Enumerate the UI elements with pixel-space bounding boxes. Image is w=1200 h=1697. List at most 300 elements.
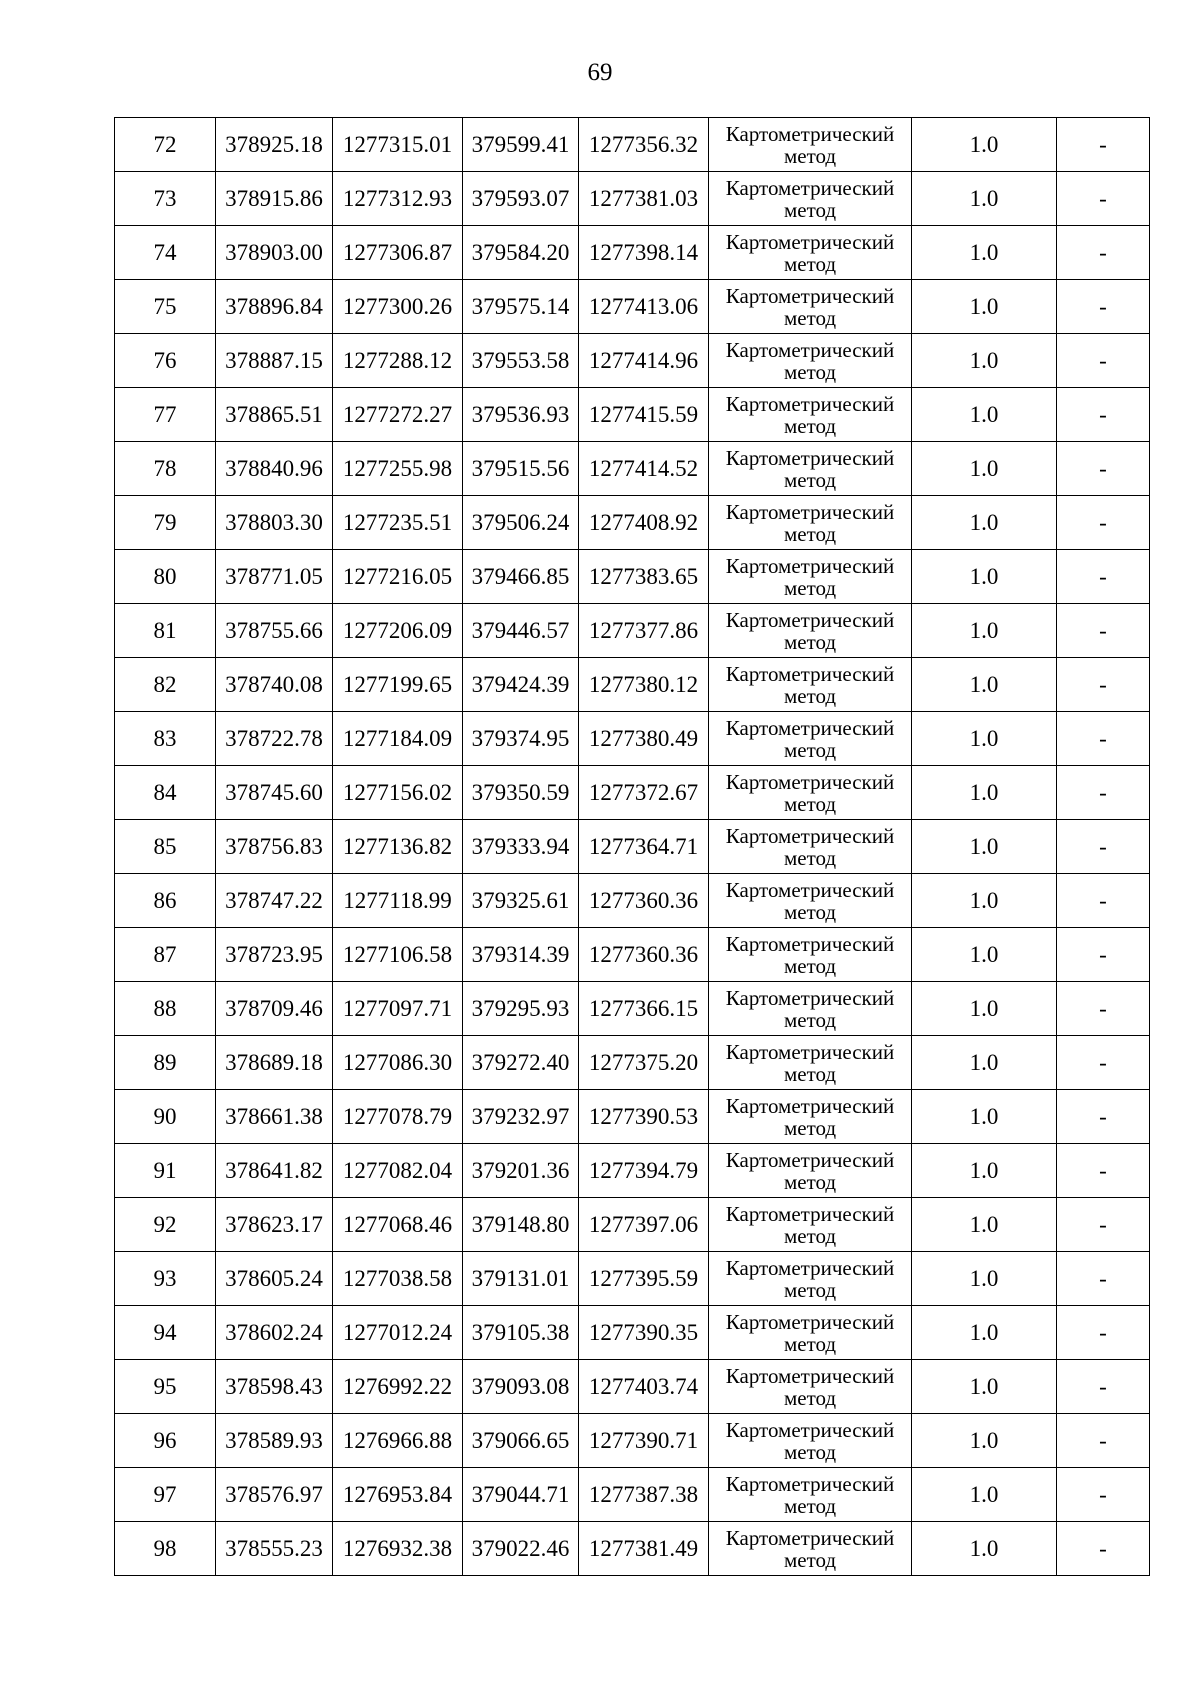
x1-cell: 378602.24 [216, 1306, 333, 1360]
method-line-2: метод [783, 1007, 837, 1032]
accuracy-cell: 1.0 [912, 1144, 1057, 1198]
table-row [115, 226, 1150, 280]
method-cell [709, 1144, 912, 1198]
method-line-1: Картометрический [725, 445, 895, 470]
note-cell: - [1057, 1036, 1150, 1090]
x2-cell: 379325.61 [463, 874, 579, 928]
method-cell [709, 172, 912, 226]
method-line-1: Картометрический [725, 175, 895, 200]
method-line-1: Картометрический [725, 499, 895, 524]
table-row [115, 1198, 1150, 1252]
x1-cell: 378689.18 [216, 1036, 333, 1090]
y2-cell: 1277408.92 [579, 496, 709, 550]
y1-cell: 1277136.82 [333, 820, 463, 874]
method-line-1: Картометрический [725, 337, 895, 362]
note-cell: - [1057, 334, 1150, 388]
y2-cell: 1277375.20 [579, 1036, 709, 1090]
accuracy-cell: 1.0 [912, 172, 1057, 226]
method-line-2: метод [783, 1331, 837, 1356]
point-number-cell: 97 [115, 1468, 216, 1522]
accuracy-cell: 1.0 [912, 1198, 1057, 1252]
y2-cell: 1277414.52 [579, 442, 709, 496]
x1-cell: 378661.38 [216, 1090, 333, 1144]
x1-cell: 378745.60 [216, 766, 333, 820]
note-cell: - [1057, 226, 1150, 280]
accuracy-cell: 1.0 [912, 388, 1057, 442]
accuracy-cell: 1.0 [912, 766, 1057, 820]
method-line-1: Картометрический [725, 121, 895, 146]
y1-cell: 1276932.38 [333, 1522, 463, 1576]
y1-cell: 1277272.27 [333, 388, 463, 442]
method-line-2: метод [783, 1547, 837, 1572]
point-number-cell: 95 [115, 1360, 216, 1414]
method-cell [709, 1306, 912, 1360]
x1-cell: 378915.86 [216, 172, 333, 226]
x1-cell: 378605.24 [216, 1252, 333, 1306]
y2-cell: 1277360.36 [579, 874, 709, 928]
accuracy-cell: 1.0 [912, 280, 1057, 334]
y2-cell: 1277413.06 [579, 280, 709, 334]
y2-cell: 1277394.79 [579, 1144, 709, 1198]
accuracy-cell: 1.0 [912, 712, 1057, 766]
method-cell [709, 334, 912, 388]
y1-cell: 1276953.84 [333, 1468, 463, 1522]
method-line-2: метод [783, 845, 837, 870]
method-line-1: Картометрический [725, 229, 895, 254]
method-line-2: метод [783, 305, 837, 330]
method-cell [709, 820, 912, 874]
method-cell [709, 658, 912, 712]
method-cell [709, 766, 912, 820]
x2-cell: 379553.58 [463, 334, 579, 388]
method-cell [709, 550, 912, 604]
method-line-2: метод [783, 413, 837, 438]
y2-cell: 1277377.86 [579, 604, 709, 658]
note-cell: - [1057, 712, 1150, 766]
point-number-cell: 83 [115, 712, 216, 766]
table-row [115, 550, 1150, 604]
note-cell: - [1057, 1414, 1150, 1468]
accuracy-cell: 1.0 [912, 928, 1057, 982]
y1-cell: 1277012.24 [333, 1306, 463, 1360]
y2-cell: 1277397.06 [579, 1198, 709, 1252]
y1-cell: 1277300.26 [333, 280, 463, 334]
note-cell: - [1057, 1252, 1150, 1306]
table-row [115, 712, 1150, 766]
y1-cell: 1277184.09 [333, 712, 463, 766]
table-row [115, 604, 1150, 658]
table-row [115, 982, 1150, 1036]
point-number-cell: 86 [115, 874, 216, 928]
table-row [115, 172, 1150, 226]
y1-cell: 1277118.99 [333, 874, 463, 928]
method-line-2: метод [783, 1223, 837, 1248]
table-row [115, 1414, 1150, 1468]
y2-cell: 1277390.35 [579, 1306, 709, 1360]
table-row [115, 766, 1150, 820]
method-cell [709, 604, 912, 658]
table-row [115, 496, 1150, 550]
accuracy-cell: 1.0 [912, 550, 1057, 604]
x2-cell: 379105.38 [463, 1306, 579, 1360]
y2-cell: 1277364.71 [579, 820, 709, 874]
accuracy-cell: 1.0 [912, 658, 1057, 712]
method-line-1: Картометрический [725, 715, 895, 740]
x1-cell: 378709.46 [216, 982, 333, 1036]
point-number-cell: 89 [115, 1036, 216, 1090]
method-cell [709, 928, 912, 982]
method-cell [709, 388, 912, 442]
method-line-2: метод [783, 1115, 837, 1140]
note-cell: - [1057, 1360, 1150, 1414]
y1-cell: 1277078.79 [333, 1090, 463, 1144]
method-line-1: Картометрический [725, 1039, 895, 1064]
method-line-2: метод [783, 359, 837, 384]
x2-cell: 379044.71 [463, 1468, 579, 1522]
point-number-cell: 81 [115, 604, 216, 658]
note-cell: - [1057, 550, 1150, 604]
x2-cell: 379466.85 [463, 550, 579, 604]
x2-cell: 379232.97 [463, 1090, 579, 1144]
accuracy-cell: 1.0 [912, 118, 1057, 172]
x2-cell: 379575.14 [463, 280, 579, 334]
x1-cell: 378865.51 [216, 388, 333, 442]
table-row [115, 334, 1150, 388]
y1-cell: 1276992.22 [333, 1360, 463, 1414]
method-cell [709, 982, 912, 1036]
method-line-2: метод [783, 629, 837, 654]
y1-cell: 1277206.09 [333, 604, 463, 658]
x1-cell: 378555.23 [216, 1522, 333, 1576]
x2-cell: 379201.36 [463, 1144, 579, 1198]
x1-cell: 378896.84 [216, 280, 333, 334]
accuracy-cell: 1.0 [912, 1306, 1057, 1360]
x1-cell: 378925.18 [216, 118, 333, 172]
x1-cell: 378623.17 [216, 1198, 333, 1252]
y1-cell: 1277097.71 [333, 982, 463, 1036]
method-cell [709, 874, 912, 928]
y2-cell: 1277414.96 [579, 334, 709, 388]
accuracy-cell: 1.0 [912, 1468, 1057, 1522]
x2-cell: 379446.57 [463, 604, 579, 658]
method-line-2: метод [783, 1493, 837, 1518]
method-cell [709, 118, 912, 172]
method-cell [709, 1414, 912, 1468]
method-line-1: Картометрический [725, 283, 895, 308]
accuracy-cell: 1.0 [912, 982, 1057, 1036]
y2-cell: 1277415.59 [579, 388, 709, 442]
table-row [115, 1306, 1150, 1360]
x2-cell: 379593.07 [463, 172, 579, 226]
method-line-2: метод [783, 467, 837, 492]
point-number-cell: 93 [115, 1252, 216, 1306]
note-cell: - [1057, 442, 1150, 496]
accuracy-cell: 1.0 [912, 1414, 1057, 1468]
method-line-2: метод [783, 953, 837, 978]
y1-cell: 1277306.87 [333, 226, 463, 280]
x2-cell: 379022.46 [463, 1522, 579, 1576]
method-line-1: Картометрический [725, 769, 895, 794]
table-row [115, 874, 1150, 928]
x2-cell: 379066.65 [463, 1414, 579, 1468]
accuracy-cell: 1.0 [912, 1522, 1057, 1576]
x2-cell: 379131.01 [463, 1252, 579, 1306]
y1-cell: 1277288.12 [333, 334, 463, 388]
point-number-cell: 98 [115, 1522, 216, 1576]
x1-cell: 378598.43 [216, 1360, 333, 1414]
x1-cell: 378887.15 [216, 334, 333, 388]
method-line-1: Картометрический [725, 553, 895, 578]
note-cell: - [1057, 1090, 1150, 1144]
x1-cell: 378771.05 [216, 550, 333, 604]
y1-cell: 1277038.58 [333, 1252, 463, 1306]
y2-cell: 1277360.36 [579, 928, 709, 982]
method-line-1: Картометрический [725, 1525, 895, 1550]
note-cell: - [1057, 1468, 1150, 1522]
x1-cell: 378840.96 [216, 442, 333, 496]
method-cell [709, 1090, 912, 1144]
note-cell: - [1057, 928, 1150, 982]
table-row [115, 928, 1150, 982]
x2-cell: 379093.08 [463, 1360, 579, 1414]
point-number-cell: 79 [115, 496, 216, 550]
method-line-1: Картометрический [725, 877, 895, 902]
y1-cell: 1277216.05 [333, 550, 463, 604]
page-number: 69 [587, 59, 613, 86]
method-line-2: метод [783, 521, 837, 546]
point-number-cell: 85 [115, 820, 216, 874]
x1-cell: 378740.08 [216, 658, 333, 712]
y2-cell: 1277390.71 [579, 1414, 709, 1468]
method-line-1: Картометрический [725, 1093, 895, 1118]
method-line-1: Картометрический [725, 661, 895, 686]
method-line-1: Картометрический [725, 1363, 895, 1388]
x2-cell: 379599.41 [463, 118, 579, 172]
method-cell [709, 280, 912, 334]
table-row [115, 1522, 1150, 1576]
table-row [115, 118, 1150, 172]
accuracy-cell: 1.0 [912, 604, 1057, 658]
x1-cell: 378755.66 [216, 604, 333, 658]
y2-cell: 1277398.14 [579, 226, 709, 280]
accuracy-cell: 1.0 [912, 496, 1057, 550]
x2-cell: 379333.94 [463, 820, 579, 874]
x2-cell: 379272.40 [463, 1036, 579, 1090]
note-cell: - [1057, 1306, 1150, 1360]
point-number-cell: 74 [115, 226, 216, 280]
accuracy-cell: 1.0 [912, 1360, 1057, 1414]
method-line-1: Картометрический [725, 1201, 895, 1226]
accuracy-cell: 1.0 [912, 334, 1057, 388]
x2-cell: 379295.93 [463, 982, 579, 1036]
method-line-1: Картометрический [725, 931, 895, 956]
method-line-2: метод [783, 251, 837, 276]
accuracy-cell: 1.0 [912, 1090, 1057, 1144]
y2-cell: 1277380.12 [579, 658, 709, 712]
point-number-cell: 87 [115, 928, 216, 982]
note-cell: - [1057, 118, 1150, 172]
note-cell: - [1057, 604, 1150, 658]
x2-cell: 379536.93 [463, 388, 579, 442]
note-cell: - [1057, 388, 1150, 442]
y2-cell: 1277387.38 [579, 1468, 709, 1522]
point-number-cell: 80 [115, 550, 216, 604]
x2-cell: 379584.20 [463, 226, 579, 280]
point-number-cell: 78 [115, 442, 216, 496]
point-number-cell: 72 [115, 118, 216, 172]
method-line-2: метод [783, 575, 837, 600]
point-number-cell: 77 [115, 388, 216, 442]
point-number-cell: 94 [115, 1306, 216, 1360]
x2-cell: 379515.56 [463, 442, 579, 496]
table-row [115, 658, 1150, 712]
table-row [115, 820, 1150, 874]
x1-cell: 378589.93 [216, 1414, 333, 1468]
table-row [115, 1036, 1150, 1090]
method-line-2: метод [783, 791, 837, 816]
x2-cell: 379424.39 [463, 658, 579, 712]
point-number-cell: 73 [115, 172, 216, 226]
point-number-cell: 82 [115, 658, 216, 712]
note-cell: - [1057, 658, 1150, 712]
point-number-cell: 92 [115, 1198, 216, 1252]
accuracy-cell: 1.0 [912, 1036, 1057, 1090]
method-line-1: Картометрический [725, 1309, 895, 1334]
table-row [115, 1090, 1150, 1144]
y1-cell: 1277156.02 [333, 766, 463, 820]
y1-cell: 1277199.65 [333, 658, 463, 712]
point-number-cell: 75 [115, 280, 216, 334]
method-cell [709, 226, 912, 280]
accuracy-cell: 1.0 [912, 226, 1057, 280]
x1-cell: 378747.22 [216, 874, 333, 928]
note-cell: - [1057, 496, 1150, 550]
y1-cell: 1277106.58 [333, 928, 463, 982]
point-number-cell: 84 [115, 766, 216, 820]
method-line-2: метод [783, 143, 837, 168]
y1-cell: 1277082.04 [333, 1144, 463, 1198]
point-number-cell: 96 [115, 1414, 216, 1468]
x1-cell: 378903.00 [216, 226, 333, 280]
x2-cell: 379148.80 [463, 1198, 579, 1252]
method-line-2: метод [783, 197, 837, 222]
x1-cell: 378576.97 [216, 1468, 333, 1522]
y2-cell: 1277381.49 [579, 1522, 709, 1576]
y2-cell: 1277356.32 [579, 118, 709, 172]
method-cell [709, 442, 912, 496]
note-cell: - [1057, 1144, 1150, 1198]
point-number-cell: 91 [115, 1144, 216, 1198]
y2-cell: 1277403.74 [579, 1360, 709, 1414]
method-line-1: Картометрический [725, 391, 895, 416]
y2-cell: 1277395.59 [579, 1252, 709, 1306]
accuracy-cell: 1.0 [912, 820, 1057, 874]
method-line-1: Картометрический [725, 1147, 895, 1172]
method-line-2: метод [783, 683, 837, 708]
method-line-2: метод [783, 1169, 837, 1194]
method-line-2: метод [783, 899, 837, 924]
y2-cell: 1277390.53 [579, 1090, 709, 1144]
method-cell [709, 496, 912, 550]
table-row [115, 1468, 1150, 1522]
method-cell [709, 1198, 912, 1252]
method-cell [709, 712, 912, 766]
y1-cell: 1277315.01 [333, 118, 463, 172]
y2-cell: 1277380.49 [579, 712, 709, 766]
method-line-1: Картометрический [725, 607, 895, 632]
coordinates-table [114, 117, 1150, 1576]
method-line-2: метод [783, 1439, 837, 1464]
note-cell: - [1057, 982, 1150, 1036]
y1-cell: 1277235.51 [333, 496, 463, 550]
method-line-2: метод [783, 1277, 837, 1302]
accuracy-cell: 1.0 [912, 874, 1057, 928]
method-cell [709, 1468, 912, 1522]
accuracy-cell: 1.0 [912, 442, 1057, 496]
x2-cell: 379350.59 [463, 766, 579, 820]
method-line-1: Картометрический [725, 1255, 895, 1280]
method-cell [709, 1036, 912, 1090]
note-cell: - [1057, 1198, 1150, 1252]
y1-cell: 1277255.98 [333, 442, 463, 496]
table-body [115, 118, 1150, 1576]
method-line-2: метод [783, 737, 837, 762]
x2-cell: 379506.24 [463, 496, 579, 550]
table-row [115, 280, 1150, 334]
table-row [115, 442, 1150, 496]
x1-cell: 378722.78 [216, 712, 333, 766]
x2-cell: 379374.95 [463, 712, 579, 766]
method-line-1: Картометрический [725, 985, 895, 1010]
note-cell: - [1057, 874, 1150, 928]
x2-cell: 379314.39 [463, 928, 579, 982]
x1-cell: 378641.82 [216, 1144, 333, 1198]
method-line-2: метод [783, 1061, 837, 1086]
x1-cell: 378756.83 [216, 820, 333, 874]
method-line-2: метод [783, 1385, 837, 1410]
x1-cell: 378803.30 [216, 496, 333, 550]
point-number-cell: 88 [115, 982, 216, 1036]
note-cell: - [1057, 172, 1150, 226]
note-cell: - [1057, 280, 1150, 334]
method-line-1: Картометрический [725, 823, 895, 848]
method-cell [709, 1252, 912, 1306]
y1-cell: 1277312.93 [333, 172, 463, 226]
y2-cell: 1277366.15 [579, 982, 709, 1036]
method-line-1: Картометрический [725, 1471, 895, 1496]
table-row [115, 388, 1150, 442]
note-cell: - [1057, 820, 1150, 874]
x1-cell: 378723.95 [216, 928, 333, 982]
table-row [115, 1360, 1150, 1414]
y2-cell: 1277372.67 [579, 766, 709, 820]
method-line-1: Картометрический [725, 1417, 895, 1442]
table-row [115, 1144, 1150, 1198]
accuracy-cell: 1.0 [912, 1252, 1057, 1306]
table-row [115, 1252, 1150, 1306]
y2-cell: 1277383.65 [579, 550, 709, 604]
point-number-cell: 76 [115, 334, 216, 388]
method-cell [709, 1360, 912, 1414]
note-cell: - [1057, 766, 1150, 820]
method-cell [709, 1522, 912, 1576]
y1-cell: 1277068.46 [333, 1198, 463, 1252]
y1-cell: 1277086.30 [333, 1036, 463, 1090]
point-number-cell: 90 [115, 1090, 216, 1144]
y2-cell: 1277381.03 [579, 172, 709, 226]
note-cell: - [1057, 1522, 1150, 1576]
y1-cell: 1276966.88 [333, 1414, 463, 1468]
